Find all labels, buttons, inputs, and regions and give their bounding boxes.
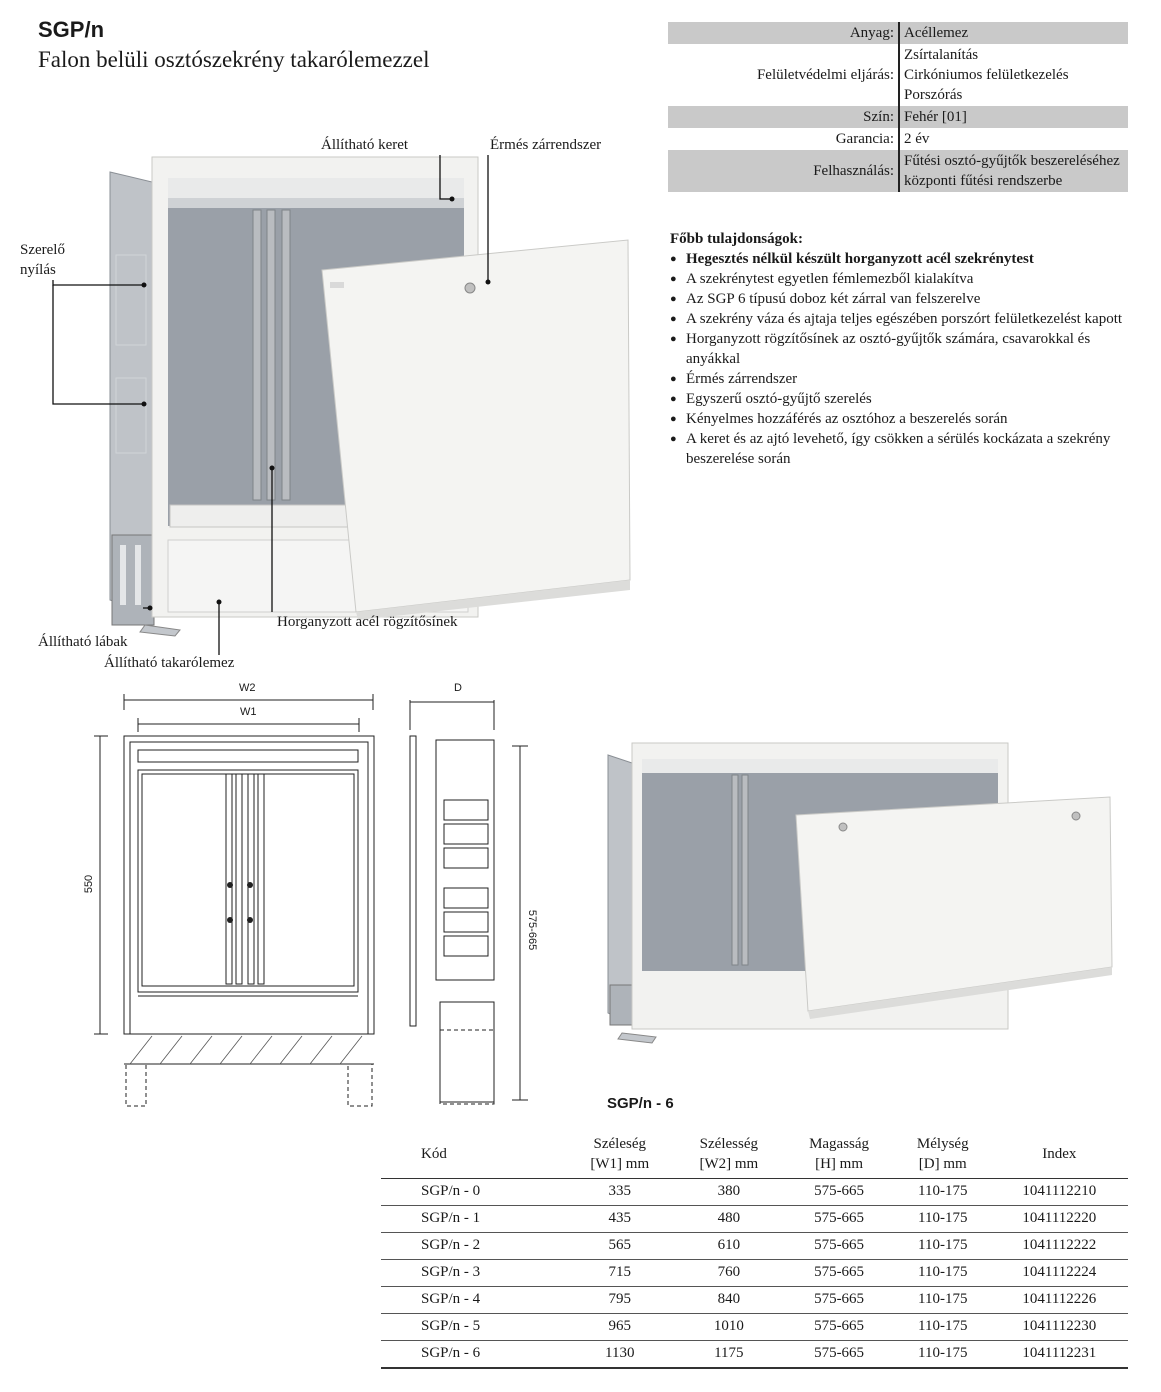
table-cell: 1041112220 xyxy=(991,1206,1128,1233)
table-cell: 335 xyxy=(565,1179,674,1206)
table-cell: SGP/n - 2 xyxy=(381,1233,565,1260)
spec-value-line: 2 év xyxy=(904,131,930,147)
table-cell: 1010 xyxy=(674,1314,783,1341)
table-cell: 435 xyxy=(565,1206,674,1233)
column-header-line: [D] mm xyxy=(918,1156,967,1172)
column-header-line: Széleség xyxy=(593,1136,646,1152)
table-cell: 110-175 xyxy=(895,1260,991,1287)
table-cell: SGP/n - 0 xyxy=(381,1179,565,1206)
feature-item: ● Horganyzott rögzítősínek az osztó-gyűjtők számára, csavarokkal és anyákkal xyxy=(670,329,1130,369)
table-cell: 575-665 xyxy=(783,1287,894,1314)
table-row xyxy=(381,1179,1128,1206)
column-header xyxy=(895,1131,991,1179)
feature-item: ● A szekrénytest egyetlen fémlemezből kialakítva xyxy=(670,269,1130,289)
spec-label: Felületvédelmi eljárás: xyxy=(668,44,899,106)
column-header-line: Kód xyxy=(421,1146,447,1162)
feature-item: ● Érmés zárrendszer xyxy=(670,369,1130,389)
callout-mounting-opening-line1: Szerelő xyxy=(20,242,65,258)
table-cell: 795 xyxy=(565,1287,674,1314)
table-row xyxy=(381,1233,1128,1260)
table-cell: SGP/n - 6 xyxy=(381,1341,565,1369)
feature-item: ● Hegesztés nélkül készült horganyzott acél szekrénytest xyxy=(670,249,1130,269)
table-row xyxy=(381,1260,1128,1287)
spec-value xyxy=(899,22,1128,44)
table-cell: 965 xyxy=(565,1314,674,1341)
table-cell: 760 xyxy=(674,1260,783,1287)
callout-galvanized-rail: Horganyzott acél rögzítősínek xyxy=(277,614,458,630)
wide-cabinet-illustration xyxy=(600,735,1130,1055)
spec-row xyxy=(668,128,1128,150)
table-row xyxy=(381,1314,1128,1341)
dim-w2: W2 xyxy=(239,682,256,694)
table-cell: 575-665 xyxy=(783,1341,894,1369)
table-cell: 1041112230 xyxy=(991,1314,1128,1341)
dim-depth-range: 575-665 xyxy=(526,909,539,951)
table-cell: 1175 xyxy=(674,1341,783,1369)
column-header-line: [H] mm xyxy=(815,1156,864,1172)
table-cell: 1041112222 xyxy=(991,1233,1128,1260)
column-header-line: Magasság xyxy=(809,1136,870,1152)
spec-value-line: Fűtési osztó-gyűjtők beszereléséhez xyxy=(904,153,1120,169)
spec-label: Anyag: xyxy=(668,22,899,44)
table-cell: SGP/n - 5 xyxy=(381,1314,565,1341)
table-row xyxy=(381,1206,1128,1233)
table-cell: 575-665 xyxy=(783,1260,894,1287)
column-header xyxy=(991,1131,1128,1179)
spec-value xyxy=(899,128,1128,150)
spec-label: Felhasználás: xyxy=(668,150,899,192)
callout-adjustable-legs: Állítható lábak xyxy=(38,634,128,650)
table-cell: 1041112226 xyxy=(991,1287,1128,1314)
table-cell: SGP/n - 4 xyxy=(381,1287,565,1314)
features-heading: Főbb tulajdonságok: xyxy=(670,231,803,247)
table-cell: SGP/n - 1 xyxy=(381,1206,565,1233)
column-header-line: Mélység xyxy=(916,1136,969,1152)
model-label: SGP/n - 6 xyxy=(607,1095,674,1112)
table-cell: 715 xyxy=(565,1260,674,1287)
spec-label: Garancia: xyxy=(668,128,899,150)
table-cell: 110-175 xyxy=(895,1179,991,1206)
table-cell: 110-175 xyxy=(895,1341,991,1369)
spec-value-line: Fehér [01] xyxy=(904,109,967,125)
table-cell: 1041112231 xyxy=(991,1341,1128,1369)
column-header xyxy=(381,1131,565,1179)
column-header-line: Index xyxy=(1042,1146,1077,1162)
callout-adjustable-frame: Állítható keret xyxy=(321,137,409,153)
spec-row xyxy=(668,44,1128,106)
spec-value-line: Porszórás xyxy=(904,87,963,103)
table-cell: 1041112210 xyxy=(991,1179,1128,1206)
feature-item: ● Egyszerű osztó-gyűjtő szerelés xyxy=(670,389,1130,409)
column-header xyxy=(783,1131,894,1179)
table-cell: SGP/n - 3 xyxy=(381,1260,565,1287)
feature-item: ● Kényelmes hozzáférés az osztóhoz a beszerelés során xyxy=(670,409,1130,429)
spec-row xyxy=(668,106,1128,128)
table-cell: 110-175 xyxy=(895,1287,991,1314)
callout-mounting-opening-line2: nyílás xyxy=(20,262,56,278)
page-subtitle: Falon belüli osztószekrény takarólemezzel xyxy=(38,47,430,72)
page-title: SGP/n xyxy=(38,17,105,42)
spec-value-line: Acéllemez xyxy=(904,25,969,41)
spec-value-line: Cirkóniumos felületkezelés xyxy=(904,67,1069,83)
table-row xyxy=(381,1341,1128,1369)
table-cell: 575-665 xyxy=(783,1314,894,1341)
feature-item: ● A szekrény váza és ajtaja teljes egészében porszórt felületkezelést kapott xyxy=(670,309,1130,329)
spec-value xyxy=(899,150,1128,192)
column-header-line: [W2] mm xyxy=(699,1156,759,1172)
spec-value-line: központi fűtési rendszerbe xyxy=(904,173,1063,189)
table-cell: 1041112224 xyxy=(991,1260,1128,1287)
spec-row xyxy=(668,22,1128,44)
table-cell: 1130 xyxy=(565,1341,674,1369)
product-table xyxy=(381,1131,1128,1369)
spec-value xyxy=(899,106,1128,128)
spec-value-line: Zsírtalanítás xyxy=(904,47,979,63)
spec-label: Szín: xyxy=(668,106,899,128)
table-cell: 110-175 xyxy=(895,1233,991,1260)
table-cell: 380 xyxy=(674,1179,783,1206)
table-cell: 110-175 xyxy=(895,1206,991,1233)
table-cell: 575-665 xyxy=(783,1233,894,1260)
table-cell: 610 xyxy=(674,1233,783,1260)
table-cell: 575-665 xyxy=(783,1179,894,1206)
table-cell: 480 xyxy=(674,1206,783,1233)
column-header-line: [W1] mm xyxy=(590,1156,650,1172)
table-cell: 840 xyxy=(674,1287,783,1314)
table-cell: 575-665 xyxy=(783,1206,894,1233)
column-header-line: Szélesség xyxy=(699,1136,758,1152)
table-row xyxy=(381,1287,1128,1314)
cabinet-illustration xyxy=(0,0,660,690)
features-list xyxy=(670,229,1130,469)
callout-adjustable-cover: Állítható takarólemez xyxy=(104,655,235,671)
technical-drawing xyxy=(80,680,560,1110)
spec-row xyxy=(668,150,1128,192)
callout-coin-lock: Érmés zárrendszer xyxy=(490,137,602,153)
dim-w1: W1 xyxy=(240,706,257,718)
spec-value xyxy=(899,44,1128,106)
dim-height: 550 xyxy=(83,874,96,894)
table-cell: 565 xyxy=(565,1233,674,1260)
spec-table xyxy=(668,22,1128,192)
feature-item: ● A keret és az ajtó levehető, így csökken a sérülés kockázata a szekrény beszerelése során xyxy=(670,429,1130,469)
table-cell: 110-175 xyxy=(895,1314,991,1341)
column-header xyxy=(565,1131,674,1179)
column-header xyxy=(674,1131,783,1179)
dim-d: D xyxy=(454,682,462,694)
feature-item: ● Az SGP 6 típusú doboz két zárral van felszerelve xyxy=(670,289,1130,309)
